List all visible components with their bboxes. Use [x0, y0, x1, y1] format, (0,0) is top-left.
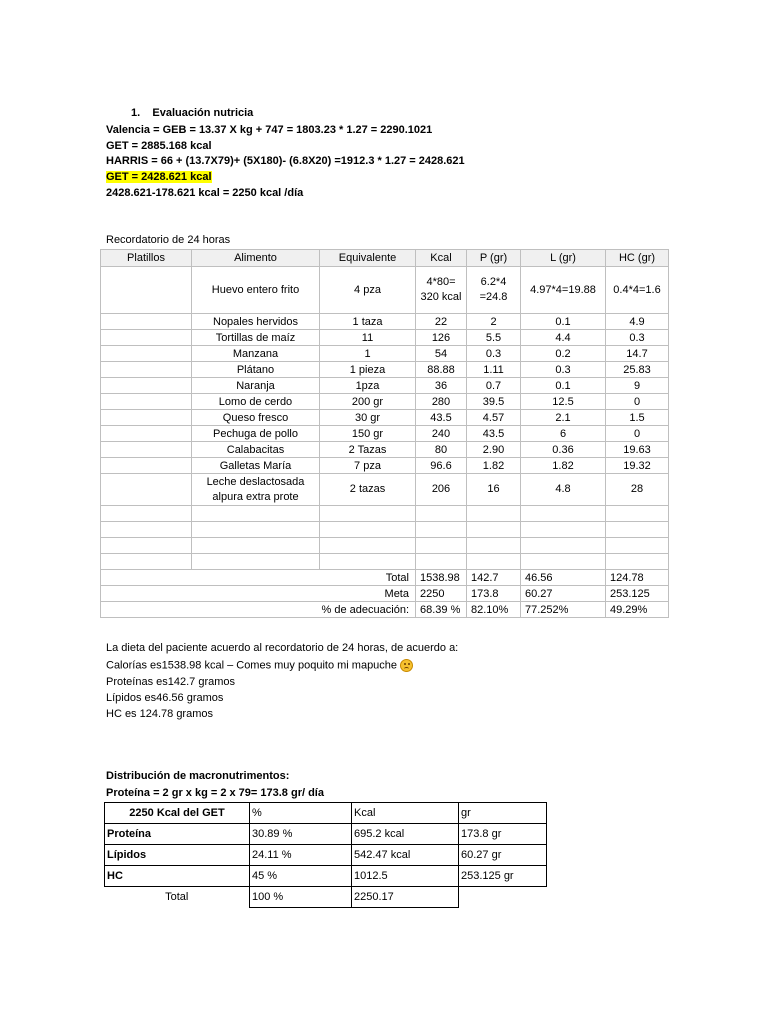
dist-total-empty — [459, 887, 547, 908]
cell-proteina: 2 — [467, 314, 521, 330]
total-p: 142.7 — [467, 570, 521, 586]
cell-proteina: 2.90 — [467, 442, 521, 458]
cell-platillo — [101, 410, 192, 426]
cell-kcal: 36 — [416, 378, 467, 394]
total-label: Total — [101, 570, 416, 586]
cell-hc: 0 — [606, 426, 669, 442]
dist-kcal: 695.2 kcal — [352, 824, 459, 845]
cell-lipidos: 0.1 — [521, 378, 606, 394]
table-row — [105, 824, 547, 845]
adecuacion-label: % de adecuación: — [101, 602, 416, 618]
cell-kcal: 22 — [416, 314, 467, 330]
cell-proteina: 16 — [467, 474, 521, 506]
summary-line-calorias — [106, 659, 413, 672]
dist-header-pct: % — [250, 803, 352, 824]
recordatorio-title: Recordatorio de 24 horas — [106, 234, 231, 246]
cell-platillo — [101, 267, 192, 314]
cell-lipidos: 2.1 — [521, 410, 606, 426]
total-hc: 124.78 — [606, 570, 669, 586]
dist-header-kcal: Kcal — [352, 803, 459, 824]
header-alimento: Alimento — [192, 250, 320, 267]
calc-line-get-highlighted: GET = 2428.621 kcal — [106, 171, 212, 183]
cell-kcal: 43.5 — [416, 410, 467, 426]
empty-row — [101, 522, 669, 538]
dist-header-row — [105, 803, 547, 824]
cell-hc: 1.5 — [606, 410, 669, 426]
cell-platillo — [101, 458, 192, 474]
cell-platillo — [101, 378, 192, 394]
dist-total-row — [105, 887, 547, 908]
table-row — [101, 410, 669, 426]
dist-total-label: Total — [165, 891, 189, 904]
cell-kcal: 280 — [416, 394, 467, 410]
table-row — [105, 845, 547, 866]
table-row — [101, 474, 669, 506]
adecuacion-row — [101, 602, 669, 618]
dist-header-get: 2250 Kcal del GET — [105, 803, 250, 824]
adecuacion-kcal: 68.39 % — [416, 602, 467, 618]
cell-kcal: 240 — [416, 426, 467, 442]
distribucion-title: Distribución de macronutrimentos: — [106, 770, 290, 782]
total-kcal: 1538.98 — [416, 570, 467, 586]
dist-total-kcal: 2250.17 — [352, 887, 459, 908]
dist-label: HC — [105, 866, 250, 887]
summary-line-proteinas: Proteínas es142.7 gramos — [106, 676, 236, 688]
frowning-face-icon — [400, 659, 413, 672]
meta-label: Meta — [101, 586, 416, 602]
cell-alimento: Plátano — [192, 362, 320, 378]
dist-label: Proteína — [105, 824, 250, 845]
table-row — [105, 866, 547, 887]
adecuacion-p: 82.10% — [467, 602, 521, 618]
dist-gr: 60.27 gr — [459, 845, 547, 866]
empty-row — [101, 506, 669, 522]
cell-alimento: Huevo entero frito — [192, 267, 320, 314]
cell-hc: 0.3 — [606, 330, 669, 346]
header-equivalente: Equivalente — [320, 250, 416, 267]
cell-platillo — [101, 394, 192, 410]
header-platillos: Platillos — [101, 250, 192, 267]
cell-platillo — [101, 474, 192, 506]
header-kcal: Kcal — [416, 250, 467, 267]
table-row — [101, 346, 669, 362]
cell-alimento: Tortillas de maíz — [192, 330, 320, 346]
dist-kcal: 1012.5 — [352, 866, 459, 887]
cell-alimento: Leche deslactosada alpura extra prote — [192, 474, 320, 506]
cell-equivalente: 1 — [320, 346, 416, 362]
table-row — [101, 442, 669, 458]
dist-gr: 253.125 gr — [459, 866, 547, 887]
cell-proteina: 0.7 — [467, 378, 521, 394]
cell-lipidos: 4.4 — [521, 330, 606, 346]
cell-hc: 0 — [606, 394, 669, 410]
cell-lipidos: 12.5 — [521, 394, 606, 410]
table-row — [101, 458, 669, 474]
dist-total-pct: 100 % — [250, 887, 352, 908]
empty-row — [101, 554, 669, 570]
cell-alimento: Naranja — [192, 378, 320, 394]
cell-lipidos: 4.8 — [521, 474, 606, 506]
table-row — [101, 362, 669, 378]
calc-line-get: GET = 2885.168 kcal — [106, 140, 212, 152]
cell-equivalente: 1 taza — [320, 314, 416, 330]
cell-hc: 4.9 — [606, 314, 669, 330]
cell-platillo — [101, 426, 192, 442]
cell-hc: 9 — [606, 378, 669, 394]
table-row — [101, 330, 669, 346]
section-number: 1. — [131, 107, 141, 119]
summary-calorias-text: Calorías es1538.98 kcal – Comes muy poquito mi mapuche — [106, 659, 398, 672]
summary-title: La dieta del paciente acuerdo al recordatorio de 24 horas, de acuerdo a: — [106, 642, 459, 654]
cell-kcal: 54 — [416, 346, 467, 362]
cell-lipidos: 0.3 — [521, 362, 606, 378]
header-hc: HC (gr) — [606, 250, 669, 267]
distribucion-table — [104, 802, 547, 908]
dist-pct: 45 % — [250, 866, 352, 887]
cell-hc: 28 — [606, 474, 669, 506]
table-row — [101, 314, 669, 330]
dist-pct: 24.11 % — [250, 845, 352, 866]
empty-row — [101, 538, 669, 554]
recordatorio-table — [100, 249, 669, 618]
table-header-row — [101, 250, 669, 267]
summary-line-hc: HC es 124.78 gramos — [106, 708, 213, 720]
cell-alimento: Galletas María — [192, 458, 320, 474]
cell-alimento: Pechuga de pollo — [192, 426, 320, 442]
cell-lipidos: 6 — [521, 426, 606, 442]
cell-proteina: 6.2*4 =24.8 — [467, 267, 521, 314]
cell-platillo — [101, 362, 192, 378]
cell-equivalente: 2 Tazas — [320, 442, 416, 458]
meta-hc: 253.125 — [606, 586, 669, 602]
dist-header-gr: gr — [459, 803, 547, 824]
cell-proteina: 43.5 — [467, 426, 521, 442]
cell-equivalente: 4 pza — [320, 267, 416, 314]
table-row — [101, 267, 669, 314]
cell-kcal: 4*80= 320 kcal — [416, 267, 467, 314]
meta-kcal: 2250 — [416, 586, 467, 602]
cell-kcal: 96.6 — [416, 458, 467, 474]
cell-hc: 0.4*4=1.6 — [606, 267, 669, 314]
calc-line-valencia: Valencia = GEB = 13.37 X kg + 747 = 1803.23 * 1.27 = 2290.1021 — [106, 124, 433, 136]
cell-proteina: 39.5 — [467, 394, 521, 410]
calc-line-final: 2428.621-178.621 kcal = 2250 kcal /día — [106, 187, 304, 199]
cell-equivalente: 7 pza — [320, 458, 416, 474]
cell-equivalente: 150 gr — [320, 426, 416, 442]
summary-line-lipidos: Lípidos es46.56 gramos — [106, 692, 224, 704]
total-l: 46.56 — [521, 570, 606, 586]
section-heading — [131, 107, 253, 119]
cell-alimento: Nopales hervidos — [192, 314, 320, 330]
calc-line-harris: HARRIS = 66 + (13.7X79)+ (5X180)- (6.8X20) =1912.3 * 1.27 = 2428.621 — [106, 155, 465, 167]
cell-kcal: 126 — [416, 330, 467, 346]
cell-hc: 19.32 — [606, 458, 669, 474]
cell-kcal: 80 — [416, 442, 467, 458]
cell-equivalente: 11 — [320, 330, 416, 346]
adecuacion-l: 77.252% — [521, 602, 606, 618]
cell-platillo — [101, 330, 192, 346]
cell-lipidos: 0.2 — [521, 346, 606, 362]
cell-hc: 25.83 — [606, 362, 669, 378]
cell-alimento: Calabacitas — [192, 442, 320, 458]
cell-alimento: Manzana — [192, 346, 320, 362]
cell-proteina: 1.11 — [467, 362, 521, 378]
cell-proteina: 1.82 — [467, 458, 521, 474]
cell-proteina: 5.5 — [467, 330, 521, 346]
cell-hc: 19.63 — [606, 442, 669, 458]
total-row — [101, 570, 669, 586]
cell-kcal: 206 — [416, 474, 467, 506]
table-row — [101, 378, 669, 394]
meta-p: 173.8 — [467, 586, 521, 602]
cell-alimento: Queso fresco — [192, 410, 320, 426]
table-row — [101, 394, 669, 410]
dist-label: Lípidos — [105, 845, 250, 866]
distribucion-subtitle: Proteína = 2 gr x kg = 2 x 79= 173.8 gr/ día — [106, 787, 324, 799]
meta-row — [101, 586, 669, 602]
cell-platillo — [101, 314, 192, 330]
cell-lipidos: 1.82 — [521, 458, 606, 474]
dist-gr: 173.8 gr — [459, 824, 547, 845]
dist-kcal: 542.47 kcal — [352, 845, 459, 866]
meta-l: 60.27 — [521, 586, 606, 602]
cell-proteina: 0.3 — [467, 346, 521, 362]
cell-equivalente: 1 pieza — [320, 362, 416, 378]
cell-proteina: 4.57 — [467, 410, 521, 426]
cell-lipidos: 0.1 — [521, 314, 606, 330]
header-proteina: P (gr) — [467, 250, 521, 267]
dist-pct: 30.89 % — [250, 824, 352, 845]
cell-equivalente: 30 gr — [320, 410, 416, 426]
cell-platillo — [101, 442, 192, 458]
cell-equivalente: 2 tazas — [320, 474, 416, 506]
table-row — [101, 426, 669, 442]
cell-kcal: 88.88 — [416, 362, 467, 378]
cell-hc: 14.7 — [606, 346, 669, 362]
cell-equivalente: 1pza — [320, 378, 416, 394]
cell-equivalente: 200 gr — [320, 394, 416, 410]
cell-lipidos: 0.36 — [521, 442, 606, 458]
header-lipidos: L (gr) — [521, 250, 606, 267]
cell-alimento: Lomo de cerdo — [192, 394, 320, 410]
adecuacion-hc: 49.29% — [606, 602, 669, 618]
cell-platillo — [101, 346, 192, 362]
section-title: Evaluación nutricia — [152, 107, 254, 119]
cell-lipidos: 4.97*4=19.88 — [521, 267, 606, 314]
